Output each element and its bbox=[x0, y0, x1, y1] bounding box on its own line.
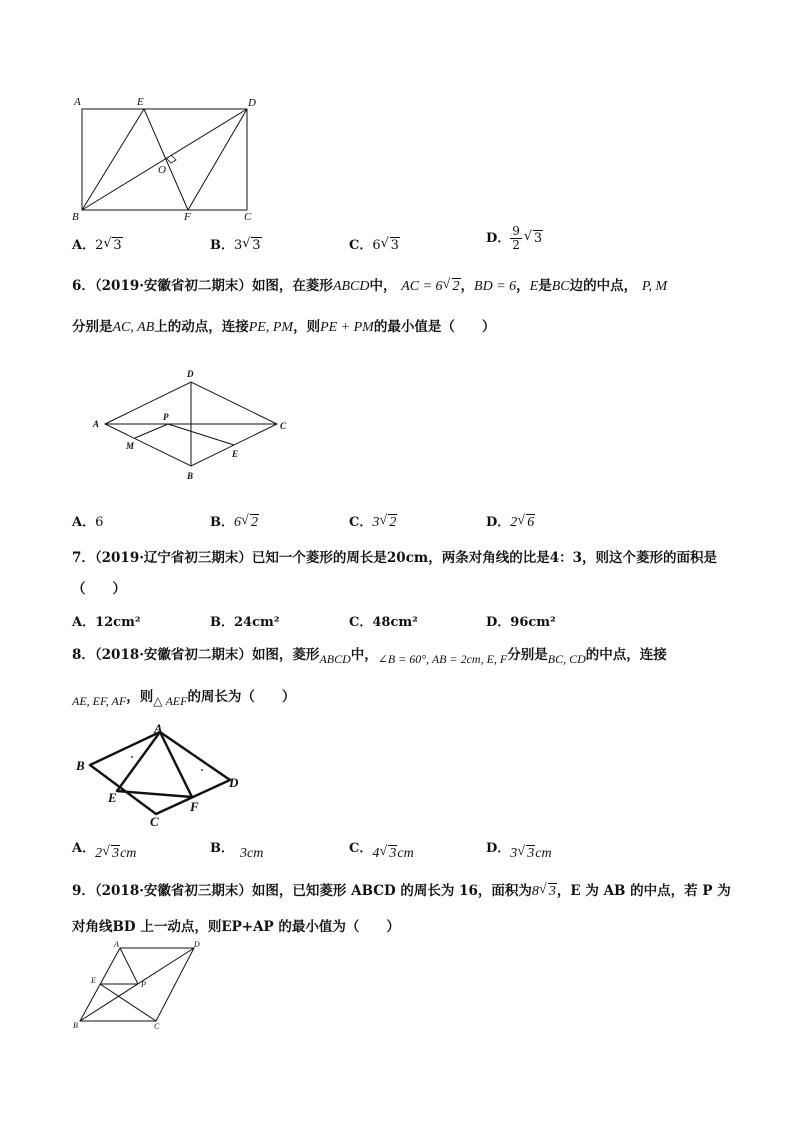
q6-stem-line1: 6．（2019·安徽省初二期末）如图，在菱形ABCD中， AC = 6√ 2，BD = 6，E是BC边的中点， P, M bbox=[72, 277, 667, 296]
q5-option-b[interactable]: B．3√ 3 bbox=[210, 234, 262, 253]
q7-option-a[interactable]: A．12cm² bbox=[72, 615, 141, 630]
segment-mp bbox=[135, 424, 168, 438]
label-a: A bbox=[154, 721, 163, 736]
label-b: B bbox=[73, 1021, 78, 1030]
q8-stem-line2: AE, EF, AF，则△ AEF的周长为（ ） bbox=[72, 689, 296, 708]
q6-option-d[interactable]: D．2√ 6 bbox=[486, 511, 535, 531]
q8-option-c[interactable]: C．4√ 3cm bbox=[349, 837, 414, 857]
label-e: E bbox=[232, 449, 239, 459]
label-d: D bbox=[194, 940, 200, 949]
label-b: B bbox=[76, 758, 85, 773]
figure-q8-rhombus bbox=[72, 720, 252, 830]
q6-option-a[interactable]: A．6 bbox=[72, 515, 104, 530]
segment-fd bbox=[188, 109, 247, 210]
q7-option-b[interactable]: B．24cm² bbox=[210, 615, 280, 630]
label-b: B bbox=[72, 211, 79, 223]
label-o: O bbox=[158, 164, 166, 176]
label-e: E bbox=[108, 790, 117, 805]
q5-option-a[interactable]: A．2√ 3 bbox=[72, 234, 123, 253]
q7-option-d[interactable]: D．96cm² bbox=[486, 615, 556, 630]
q8-option-b[interactable]: B． 3cm bbox=[210, 841, 264, 861]
label-f: F bbox=[184, 211, 191, 223]
label-b: B bbox=[187, 471, 194, 481]
label-d: D bbox=[248, 97, 256, 109]
q7-stem-line1: 7．（2019·辽宁省初三期末）已知一个菱形的周长是20cm，两条对角线的比是4：3，则这个菱形的面积是 bbox=[72, 550, 717, 566]
label-e: E bbox=[137, 96, 144, 108]
q6-option-b[interactable]: B．6√ 2 bbox=[210, 511, 259, 531]
figure-q5-rectangle bbox=[70, 92, 270, 224]
label-d: D bbox=[187, 369, 194, 379]
q7-stem-line2: （ ） bbox=[72, 581, 126, 597]
tick-mark bbox=[131, 756, 133, 758]
q9-stem-line1: 9．（2018·安徽省初三期末）如图，已知菱形 ABCD 的周长为 16，面积为8√ 3，E 为 AB 的中点，若 P 为 bbox=[72, 882, 731, 901]
figure-q6-rhombus bbox=[90, 365, 300, 485]
segment-ap bbox=[120, 948, 138, 984]
label-m: M bbox=[126, 441, 135, 451]
label-c: C bbox=[244, 211, 252, 223]
label-p: P bbox=[141, 980, 146, 989]
q6-stem-line2: 分别是AC, AB上的动点，连接PE, PM，则PE + PM的最小值是（ ） bbox=[72, 319, 496, 335]
q8-option-d[interactable]: D．3√ 3cm bbox=[486, 837, 552, 857]
segment-pe bbox=[168, 424, 234, 445]
label-a: A bbox=[114, 940, 119, 949]
q6-option-c[interactable]: C．3√ 2 bbox=[349, 511, 397, 531]
label-c: C bbox=[280, 421, 287, 431]
label-d: D bbox=[229, 775, 239, 790]
triangle-aef bbox=[117, 732, 192, 797]
segment-ef bbox=[144, 109, 188, 210]
label-a: A bbox=[93, 419, 100, 429]
q9-stem-line2: 对角线BD 上一动点，则EP+AP 的最小值为（ ） bbox=[72, 919, 400, 935]
label-f: F bbox=[190, 799, 199, 814]
q8-stem-line1: 8．（2018·安徽省初二期末）如图，菱形ABCD中，∠B = 60°, AB = 2cm, E, F分别是BC, CD的中点，连接 bbox=[72, 647, 667, 666]
diagonal-bd bbox=[82, 109, 247, 210]
q8-option-a[interactable]: A．2√ 3cm bbox=[72, 837, 136, 857]
label-c: C bbox=[150, 814, 159, 829]
q5-option-c[interactable]: C．6√ 3 bbox=[349, 234, 400, 253]
label-c: C bbox=[154, 1022, 160, 1031]
figure-q9-rhombus bbox=[70, 940, 210, 1030]
label-e: E bbox=[91, 976, 96, 985]
segment-be bbox=[82, 109, 144, 210]
label-p: P bbox=[163, 412, 169, 422]
q5-option-d[interactable]: D． $\frac{9}{2}$ √ 3 bbox=[486, 225, 543, 252]
label-a: A bbox=[74, 96, 81, 108]
q7-option-c[interactable]: C．48cm² bbox=[349, 615, 418, 630]
tick-mark bbox=[201, 769, 203, 771]
